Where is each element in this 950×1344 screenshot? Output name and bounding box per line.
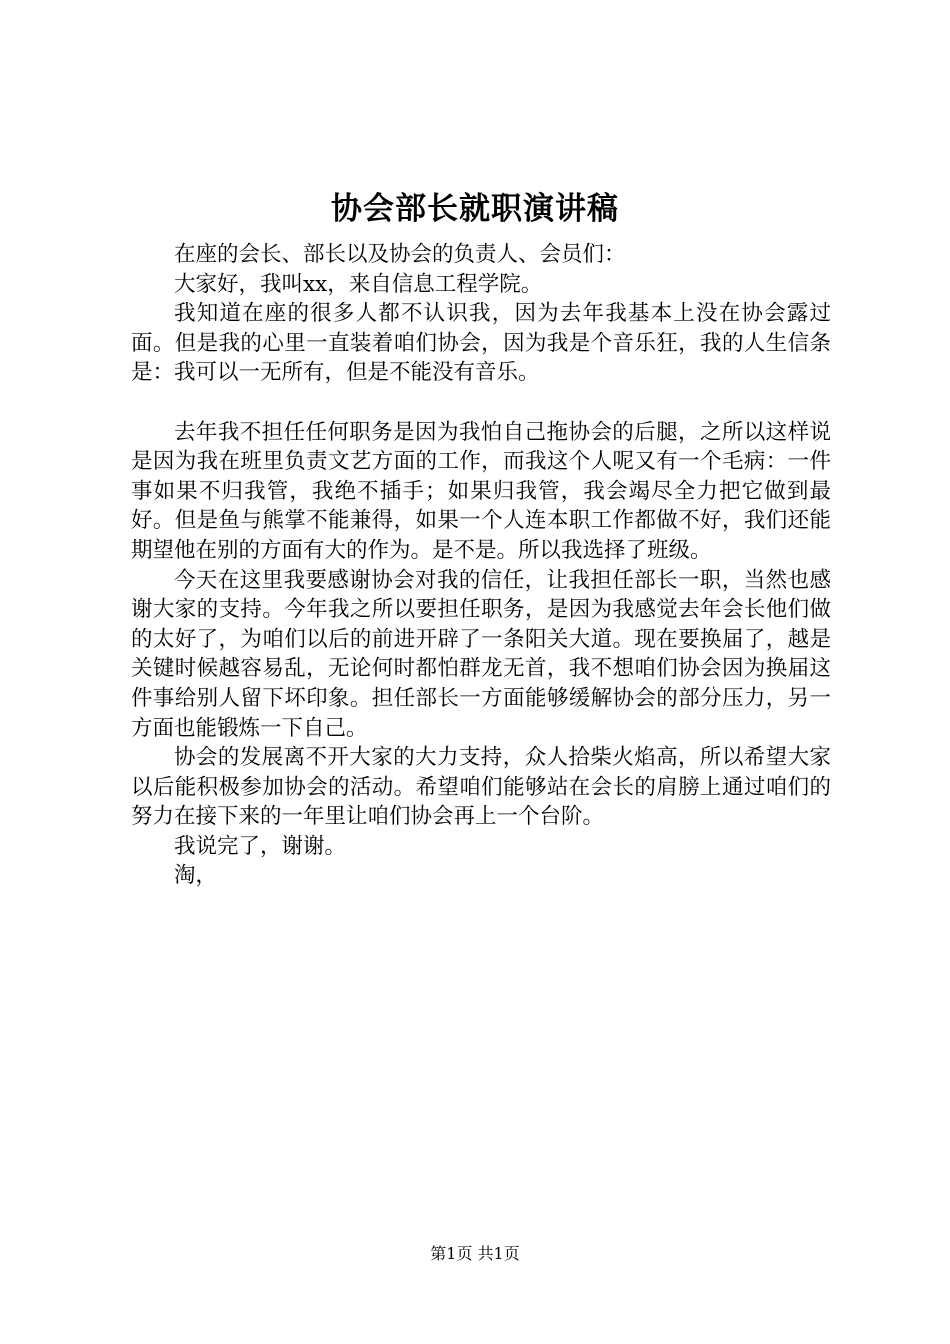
paragraph-introduction: 大家好，我叫xx，来自信息工程学院。	[174, 271, 543, 297]
paragraph-development: 协会的发展离不开大家的大力支持，众人拾柴火焰高，所以希望大家以后能积极参加协会的活动。希望咱们能够站在会长的肩膀上通过咱们的努力在接下来的一年里让咱们协会再上一个台阶。	[131, 745, 831, 830]
paragraph-greeting: 在座的会长、部长以及协会的负责人、会员们：	[174, 242, 626, 267]
paragraph-last-year: 去年我不担任任何职务是因为我怕自己拖协会的后腿，之所以这样说是因为我在班里负责文艺方面的工作，而我这个人呢又有一个毛病：一件事如果不归我管，我绝不插手；如果归我管，我会竭尽全力把它做到最好。但是鱼与熊掌不能兼得，如果一个人连本职工作都做不好，我们还能期望他在别的方面有大的作为。是不是。所以我选择了班级。	[131, 419, 831, 563]
paragraph-closing: 我说完了，谢谢。	[174, 833, 347, 859]
document-title: 协会部长就职演讲稿	[331, 191, 619, 227]
paragraph-fragment: 淘，	[174, 863, 218, 889]
paragraph-music: 我知道在座的很多人都不认识我，因为去年我基本上没在协会露过面。但是我的心里一直装着咱们协会，因为我是个音乐狂，我的人生信条是：我可以一无所有，但是不能没有音乐。	[131, 301, 831, 386]
page-number-footer: 第1页 共1页	[430, 1244, 520, 1263]
paragraph-thanks: 今天在这里我要感谢协会对我的信任，让我担任部长一职，当然也感谢大家的支持。今年我之所以要担任职务，是因为我感觉去年会长他们做的太好了，为咱们以后的前进开辟了一条阳关大道。现在要换届了，越是关键时候越容易乱，无论何时都怕群龙无首，我不想咱们协会因为换届这件事给别人留下坏印象。担任部长一方面能够缓解协会的部分压力，另一方面也能锻炼一下自己。	[131, 567, 831, 741]
document-body	[131, 240, 831, 891]
